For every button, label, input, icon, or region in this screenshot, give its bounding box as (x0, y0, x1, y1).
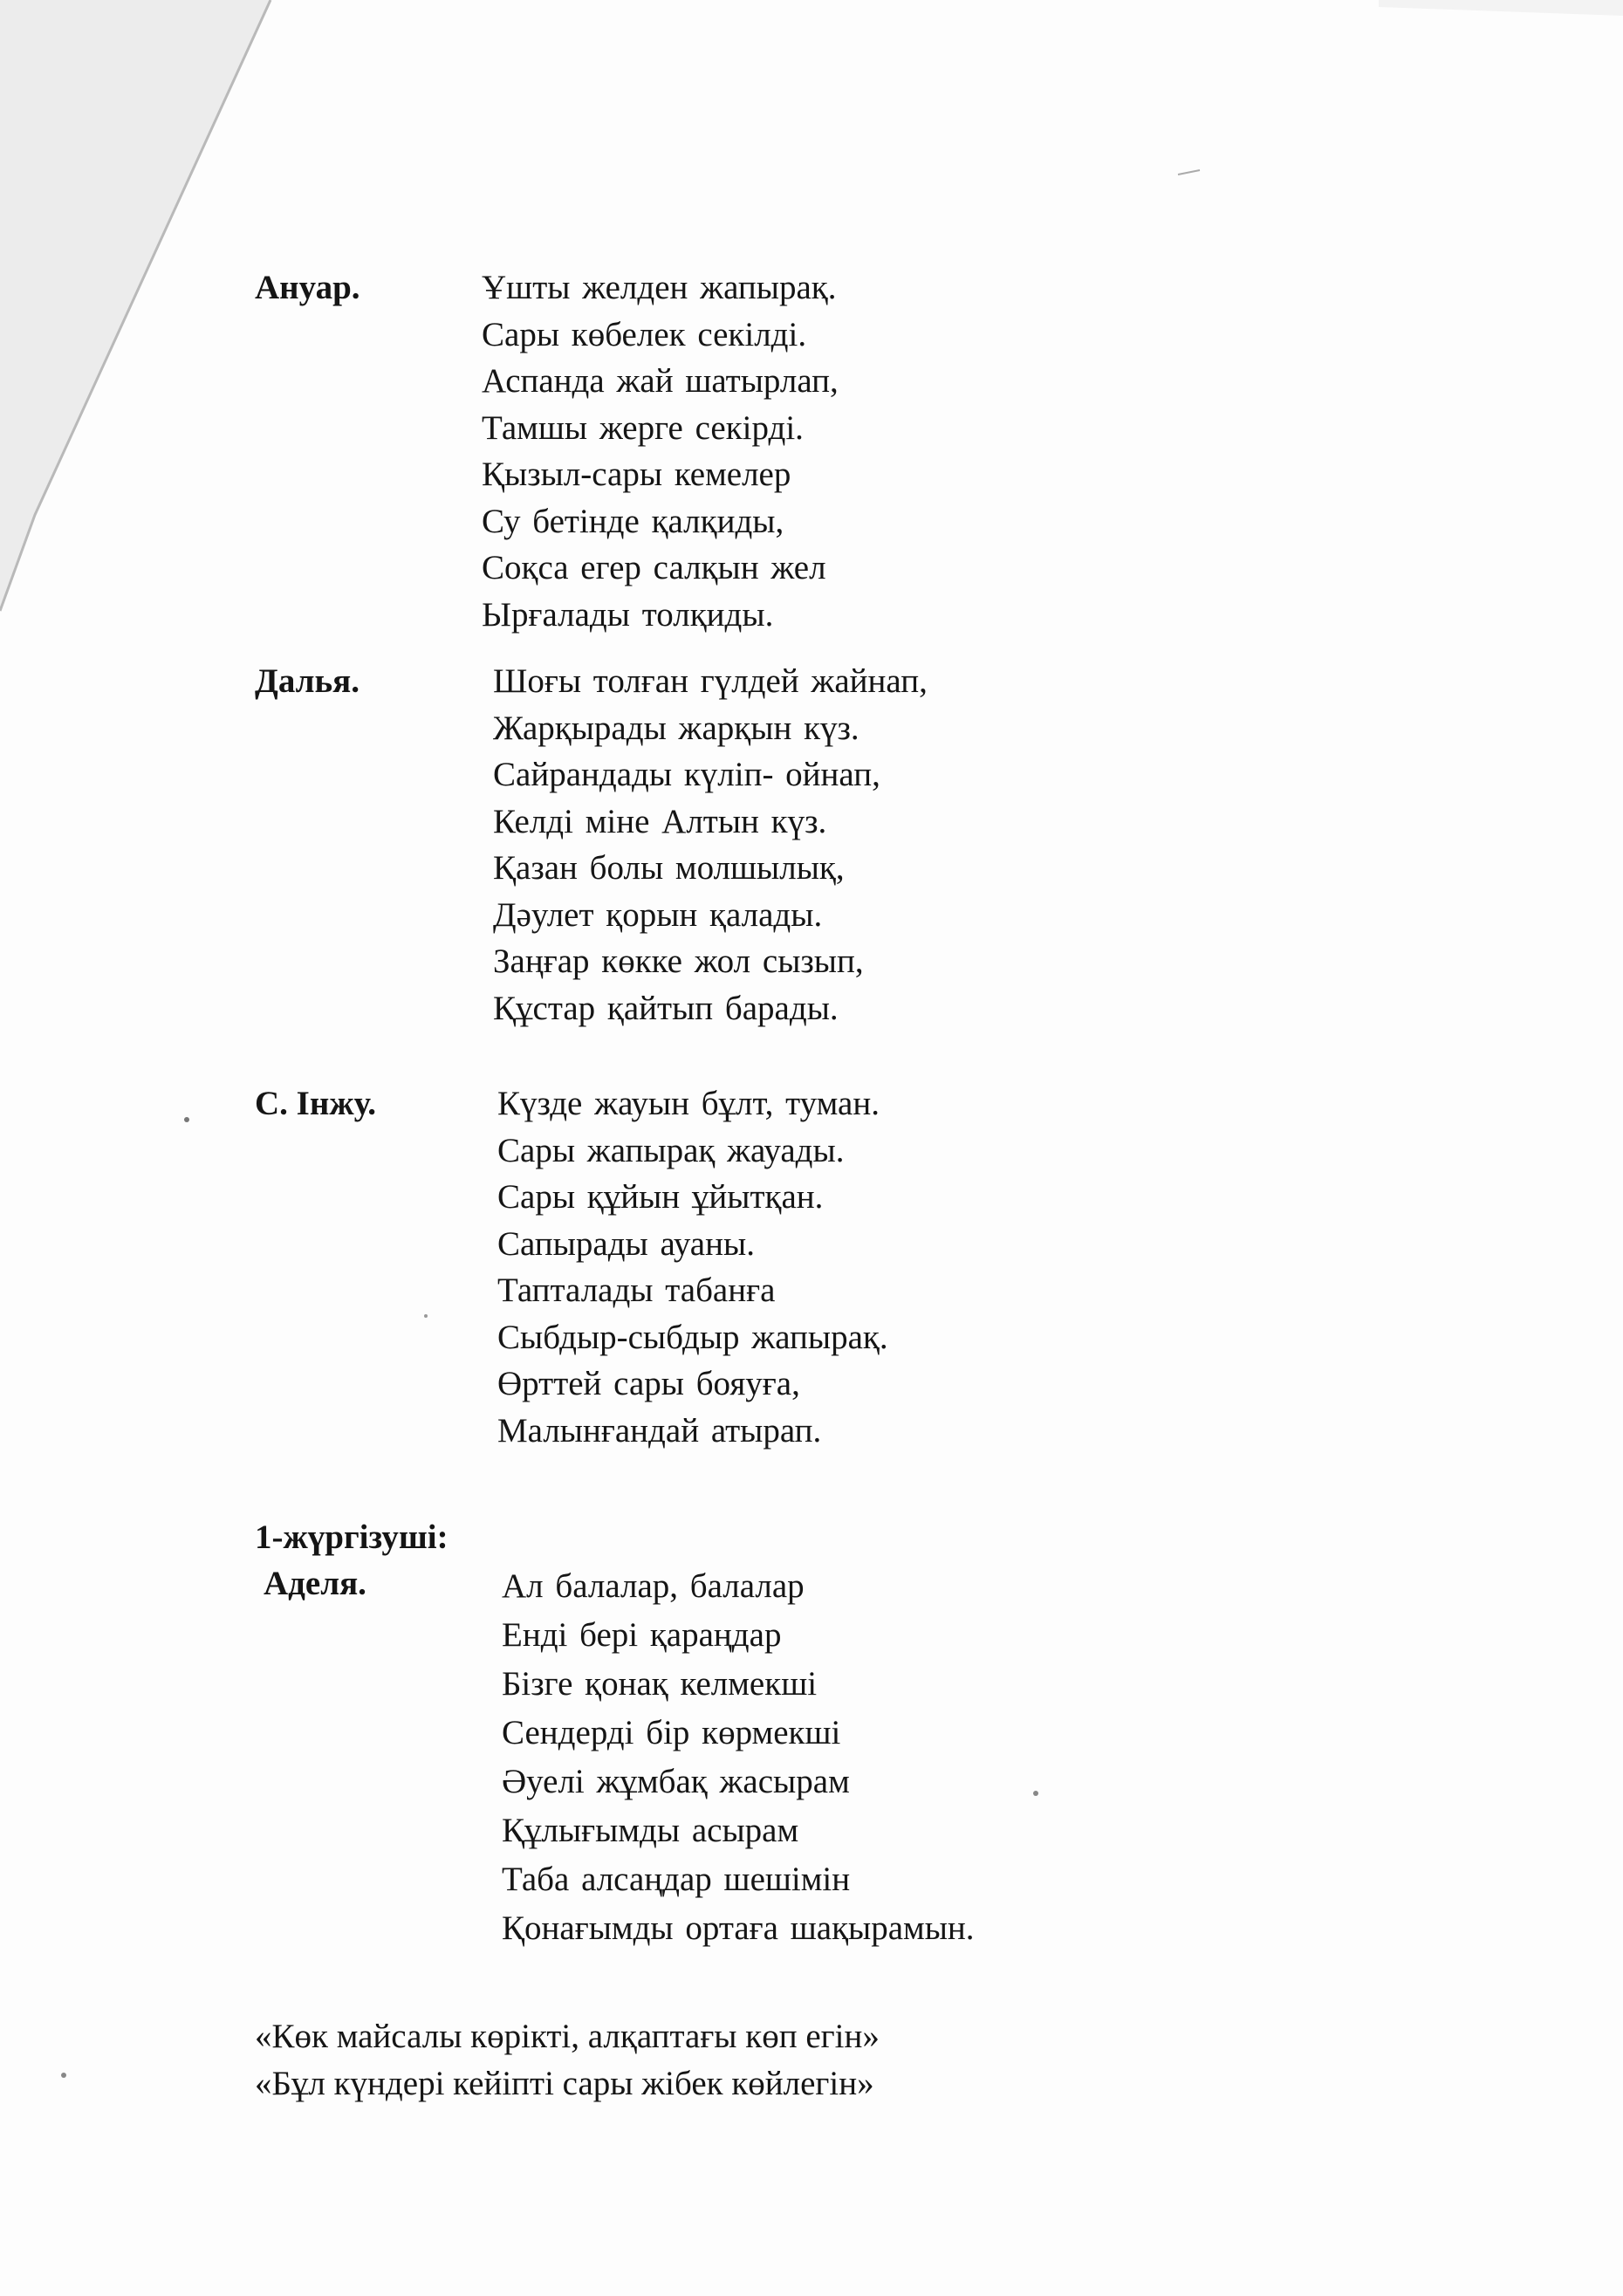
verse-line: Сары көбелек секілді. (482, 315, 807, 353)
verse-line: Ырғалады толқиды. (482, 595, 774, 634)
speaker-name: Аделя. (264, 1565, 366, 1602)
verse-line: Су бетінде қалқиды, (482, 502, 784, 540)
verse-line: Күзде жауын бұлт, туман. (497, 1085, 880, 1122)
verse-line: Соқса егер салқын жел (482, 549, 826, 586)
speaker-name: С. Інжу. (255, 1085, 376, 1122)
speaker-role: 1-жүргізуші: (255, 1518, 449, 1556)
verse-line: Аспанда жай шатырлап, (482, 362, 839, 400)
verse-line: Бізге қонақ келмекші (502, 1665, 818, 1703)
verse-line: Жарқырады жарқын күз. (493, 709, 859, 747)
verse-line: Шоғы толған гүлдей жайнап, (493, 662, 928, 700)
verse-line: Ұшты желден жапырақ. (482, 269, 837, 306)
verse-line: Құстар қайтып барады. (493, 989, 839, 1027)
verse-line: Малынғандай атырап. (497, 1411, 822, 1450)
verse-line: Сендерді бір көрмекші (502, 1714, 841, 1751)
verse-line: Өрттей сары бояуға, (497, 1365, 800, 1402)
verse-line: Келді міне Алтын күз. (493, 802, 827, 840)
verse-line: Сары құйын ұйытқан. (497, 1178, 824, 1216)
verse-line: Таба алсаңдар шешімін (502, 1861, 851, 1898)
speaker-name: Ануар. (255, 269, 360, 306)
verse-line: Сапырады ауаны. (497, 1224, 755, 1263)
quote-line: «Бұл күндері кейіпті сары жібек көйлегін» (255, 2065, 874, 2102)
verse-line: Заңғар көкке жол сызып, (493, 942, 864, 980)
quote-line: «Көк майсалы көрікті, алқаптағы көп егін» (255, 2018, 880, 2055)
verse-line: Құлығымды асырам (502, 1812, 799, 1849)
verse-line: Енді бері қараңдар (502, 1616, 782, 1654)
verse-line: Тамшы жерге секірді. (482, 408, 804, 447)
verse-line: Қызыл-сары кемелер (482, 456, 791, 493)
verse-line: Қазан болы молшылық, (493, 849, 845, 887)
verse-line: Дәулет қорын қалады. (493, 895, 823, 934)
verse-line: Тапталады табанға (497, 1271, 776, 1309)
verse-line: Сары жапырақ жауады. (497, 1131, 845, 1169)
verse-line: Ал балалар, балалар (502, 1567, 805, 1605)
verse-line: Әуелі жұмбақ жасырам (502, 1763, 850, 1800)
verse-line: Сайрандады күліп- ойнап, (493, 756, 880, 793)
speaker-name: Далья. (255, 662, 360, 700)
verse-line: Қонағымды ортаға шақырамын. (502, 1909, 975, 1947)
verse-line: Сыбдыр-сыбдыр жапырақ. (497, 1318, 888, 1356)
